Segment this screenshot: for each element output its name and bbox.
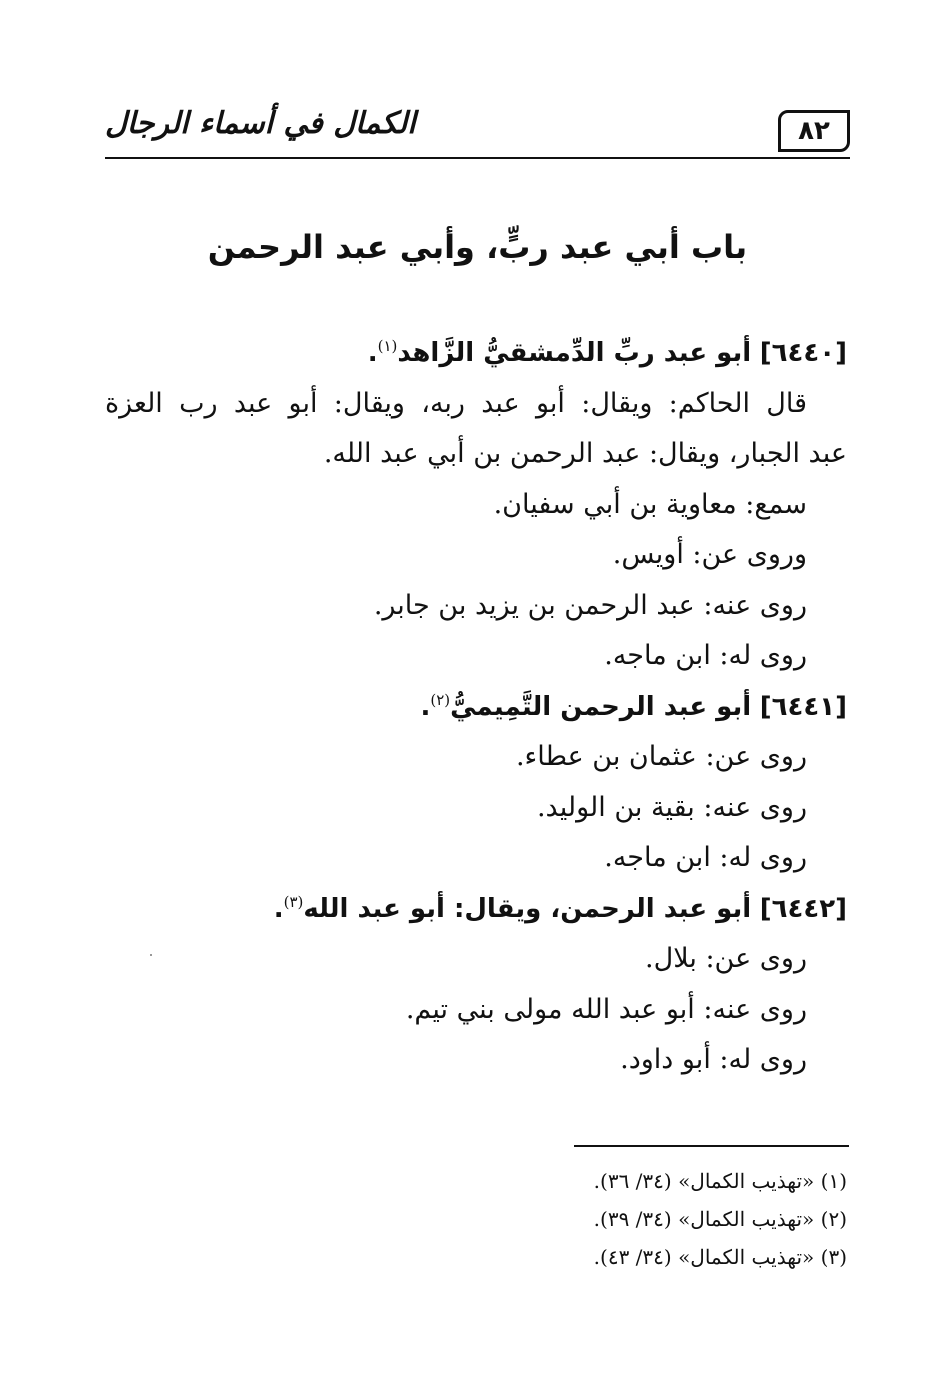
entry-name: أبو عبد الرحمن التَّمِيميُّ [450, 691, 752, 722]
footnote-rule [574, 1145, 849, 1147]
page-header [105, 100, 850, 160]
entry-number: [٦٤٤٢] [759, 893, 847, 924]
footnotes [105, 1162, 847, 1276]
entry-text-line: روى له: أبو داود. [620, 1044, 807, 1075]
entry-text-line: روى عن: بلال. [645, 943, 807, 974]
entry-text-line: روى عنه: أبو عبد الله مولى بني تيم. [405, 993, 807, 1025]
header-rule [105, 157, 850, 159]
chapter-title: باب أبي عبد ربٍّ، وأبي عبد الرحمن [207, 228, 748, 266]
entry-number: [٦٤٤١] [759, 691, 847, 722]
entry-heading: [٦٤٤٢] أبو عبد الرحمن، ويقال: أبو عبد الله$^{(٣)}$. [273, 892, 847, 924]
entry-name: أبو عبد ربِّ الدِّمشقيُّ الزَّاهد [397, 338, 752, 368]
entry-text-line: روى له: ابن ماجه. [604, 842, 807, 873]
entry-text-line: قال الحاكم: ويقال: أبو عبد ربه، ويقال: أبو عبد رب العزة [105, 387, 807, 419]
entry-text-line: روى عن: عثمان بن عطاء. [515, 741, 807, 772]
footnote: (٢) «تهذيب الكمال» (٣٤/ ٣٩). [593, 1207, 847, 1231]
entry-text-line: روى عنه: عبد الرحمن بن يزيد بن جابر. [373, 589, 807, 621]
entry-text-line: وروى عن: أويس. [612, 539, 807, 570]
running-title: الكمال في أسماء الرجال [105, 106, 416, 141]
entry-text-line: سمع: معاوية بن أبي سفيان. [493, 488, 807, 520]
entry-number: [٦٤٤٠] [759, 338, 847, 368]
footnote-ref: (١) [377, 337, 398, 355]
footnote: (١) «تهذيب الكمال» (٣٤/ ٣٦). [593, 1169, 847, 1193]
footnote: (٣) «تهذيب الكمال» (٣٤/ ٤٣). [593, 1245, 847, 1269]
entry-text-line: روى له: ابن ماجه. [604, 640, 807, 671]
entry-text-line: عبد الجبار، ويقال: عبد الرحمن بن أبي عبد الله. [323, 438, 847, 469]
footnote-ref: (٢) [430, 690, 451, 709]
footnote-ref: (٣) [283, 892, 304, 911]
page-body [105, 328, 847, 1086]
entry-heading: [٦٤٤١] أبو عبد الرحمن التَّمِيميُّ$^{(٢)}$. [420, 690, 847, 722]
page-number: ٨٢ [778, 110, 850, 152]
scan-speck [150, 954, 152, 956]
entry-name: أبو عبد الرحمن، ويقال: أبو عبد الله [303, 893, 752, 924]
entry-heading: [٦٤٤٠] أبو عبد ربِّ الدِّمشقيُّ الزَّاهد$^{(١)}$. [367, 337, 847, 368]
entry-text-line: روى عنه: بقية بن الوليد. [536, 791, 807, 823]
